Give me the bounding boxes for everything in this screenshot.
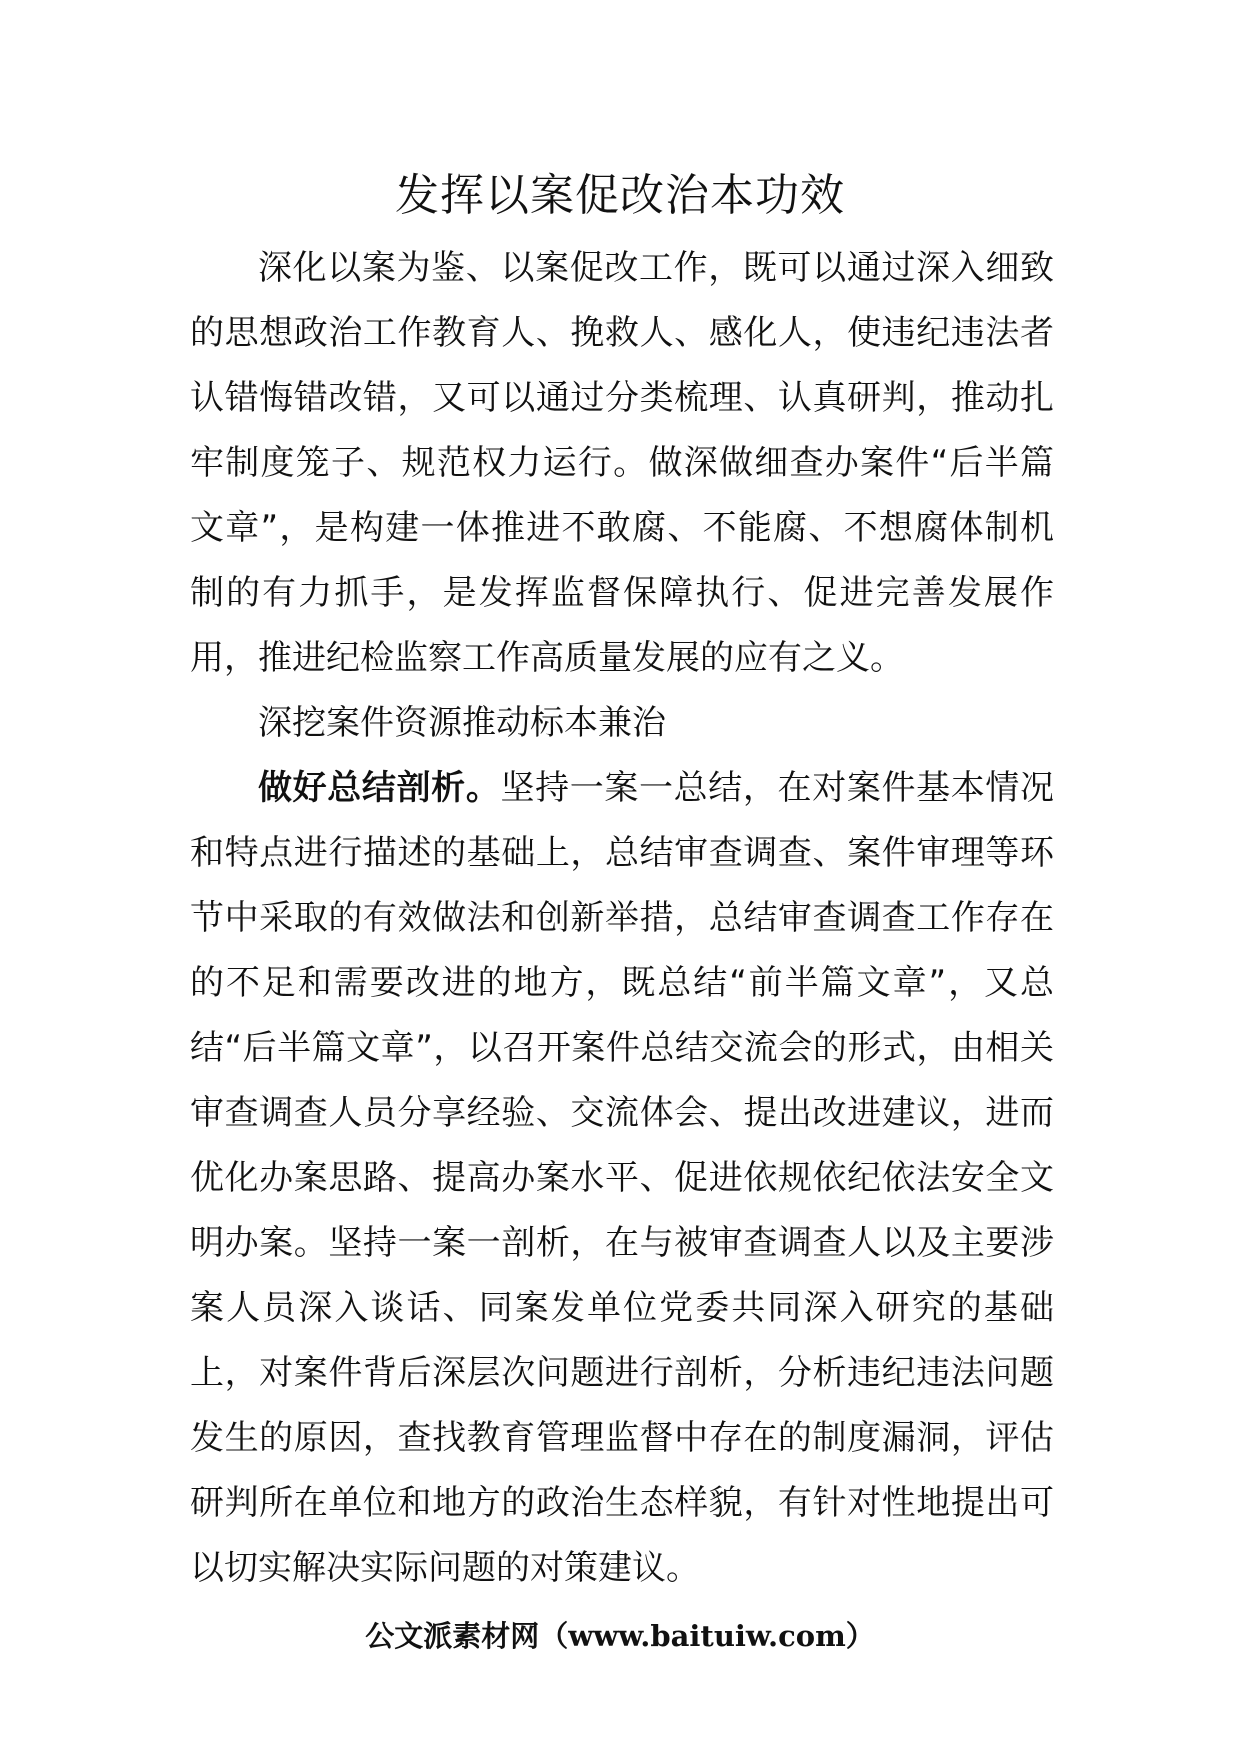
footer-site-name: 公文派素材网 bbox=[365, 1619, 540, 1653]
paragraph-text: 坚持一案一总结，在对案件基本情况和特点进行描述的基础上，总结审查调查、案件审理等环节中采取的有效做法和创新举措，总结审查调查工作存在的不足和需要改进的地方，既总结“前半篇文章”，又总结“后半篇文章”，以召开案件总结交流会的形式，由相关审查调查人员分享经验、交流体会、提出改进建议，进而优化办案思路、提高办案水平、促进依规依纪依法安全文明办案。坚持一案一剖析，在与被审查调查人以及主要涉案人员深入谈话、同案发单位党委共同深入研究的基础上，对案件背后深层次问题进行剖析，分析违纪违法问题发生的原因，查找教育管理监督中存在的制度漏洞，评估研判所在单位和地方的政治生态样貌，有针对性地提出可以切实解决实际问题的对策建议。 bbox=[190, 768, 1055, 1588]
section-heading bbox=[190, 691, 1054, 756]
paragraph-lead: 做好总结剖析。 bbox=[258, 768, 501, 808]
footer-watermark bbox=[0, 1614, 1240, 1658]
footer-url: www.baituiw.com bbox=[568, 1619, 846, 1653]
footer-close-paren: ） bbox=[845, 1619, 875, 1653]
footer-open-paren: （ bbox=[539, 1619, 569, 1653]
document-body bbox=[190, 236, 1054, 1601]
paragraph-text: 深化以案为鉴、以案促改工作，既可以通过深入细致的思想政治工作教育人、挽救人、感化人，使违纪违法者认错悔错改错，又可以通过分类梳理、认真研判，推动扎牢制度笼子、规范权力运行。做深做细查办案件“后半篇文章”，是构建一体推进不敢腐、不能腐、不想腐体制机制的有力抓手，是发挥监督保障执行、促进完善发展作用，推进纪检监察工作高质量发展的应有之义。 bbox=[190, 248, 1054, 678]
document-title: 发挥以案促改治本功效 bbox=[395, 170, 845, 221]
paragraph-summary-analysis bbox=[190, 756, 1054, 1601]
paragraph-text: 深挖案件资源推动标本兼治 bbox=[258, 703, 666, 743]
paragraph-intro bbox=[190, 236, 1054, 691]
